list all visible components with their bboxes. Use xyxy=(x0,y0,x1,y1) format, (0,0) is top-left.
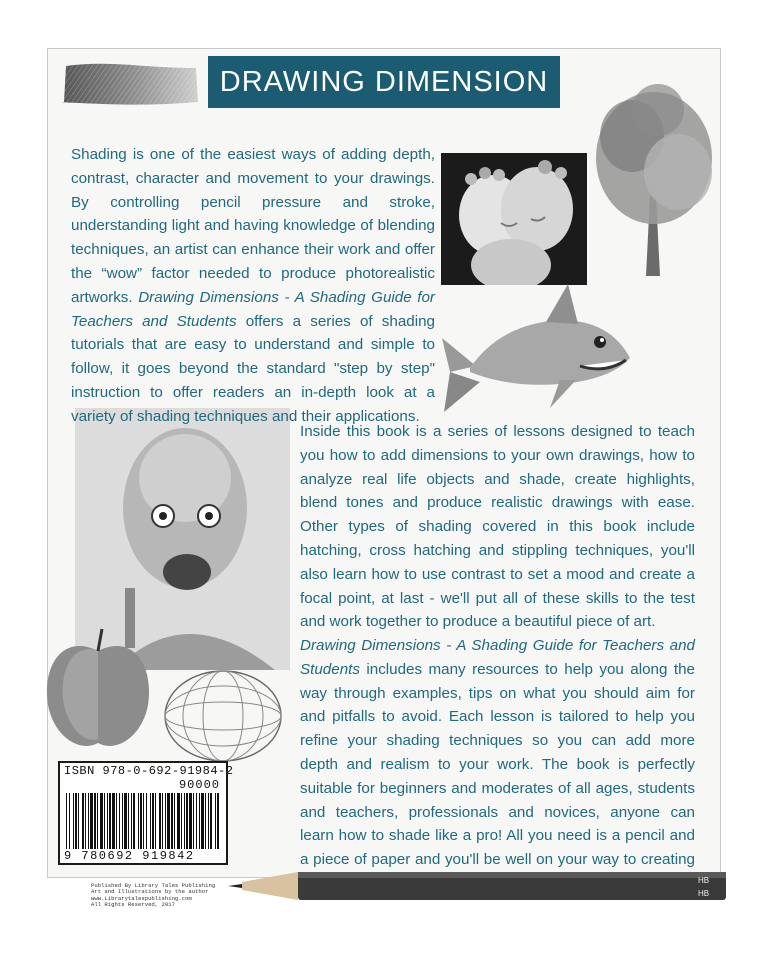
publisher-line: www.Librarytalespublishing.com xyxy=(91,894,192,902)
apple-drawing xyxy=(42,627,154,753)
tree-drawing xyxy=(582,76,724,276)
shark-drawing xyxy=(440,276,636,414)
resources-paragraph xyxy=(300,634,695,896)
resources-rest: includes many resources to help you along the way through examples, tips on what you should aim for and pitfalls to avoid. Each lesson is tailored to help you refine your shading techniques so you can add more depth and realism to your work. The book is perfectly suitable for beginners and moderates of all ages, students and teachers, professionals and novices, anyone can learn how to shade like a pro! All you need is a pencil and a piece of paper and you'll be well on your way to creating xyxy=(300,660,695,869)
ean-number: 9 780692 919842 xyxy=(64,849,195,863)
intro-book-title: Drawing Dimensions - A Shading Guide for Teachers and Students xyxy=(71,288,435,330)
publisher-line: Published By Library Tales Publishing xyxy=(91,882,216,889)
shading-swatch xyxy=(62,60,200,108)
apple-wireframe-drawing xyxy=(160,666,286,766)
publisher-line: All Rights Reserved, 2017 xyxy=(91,901,175,909)
resources-book-title: Drawing Dimensions - A Shading Guide for Teachers and Students xyxy=(300,637,695,678)
pencil-grade-top: HB xyxy=(698,876,710,885)
publisher-info xyxy=(91,883,215,909)
intro-rest: offers a series of shading tutorials that are easy to understand and simple to follow, it goes beyond the standard "step by step" instruction to offer readers an in-depth look at a variety of shading techniques and their applications. xyxy=(71,312,435,425)
isbn-barcode xyxy=(58,761,234,865)
barcode-bars xyxy=(66,793,222,849)
babies-drawing xyxy=(441,153,587,285)
lessons-paragraph: Inside this book is a series of lessons designed to teach you how to add dimensions to your own drawings, how to analyze real life objects and shade, create highlights, blend tones and produce realistic drawings with ease. Other types of shading covered in this book include hatching, cross hatching and stippling techniques, you'll also learn how to use contrast to set a mood and create a focal point, at last - we'll put all of these skills to the test and work together to produce a beautiful piece of art. xyxy=(300,423,695,631)
intro-paragraph xyxy=(71,143,435,429)
pencil-grade-bottom: HB xyxy=(698,889,710,898)
isbn-number: ISBN 978-0-692-91984-2 xyxy=(64,764,234,778)
price-code: 90000 xyxy=(178,778,220,792)
publisher-line: Art and Illustrations by the author xyxy=(91,888,209,896)
book-title: DRAWING DIMENSION xyxy=(208,56,560,108)
intro-lead: Shading is one of the easiest ways of adding depth, contrast, character and movement to your drawings. By controlling pencil pressure and stroke, understanding light and having knowledge of blending techniques, an artist can enhance their work and offer the “wow” factor needed to produce photorealistic artworks. xyxy=(71,146,435,306)
pencil-drawing xyxy=(228,866,730,906)
